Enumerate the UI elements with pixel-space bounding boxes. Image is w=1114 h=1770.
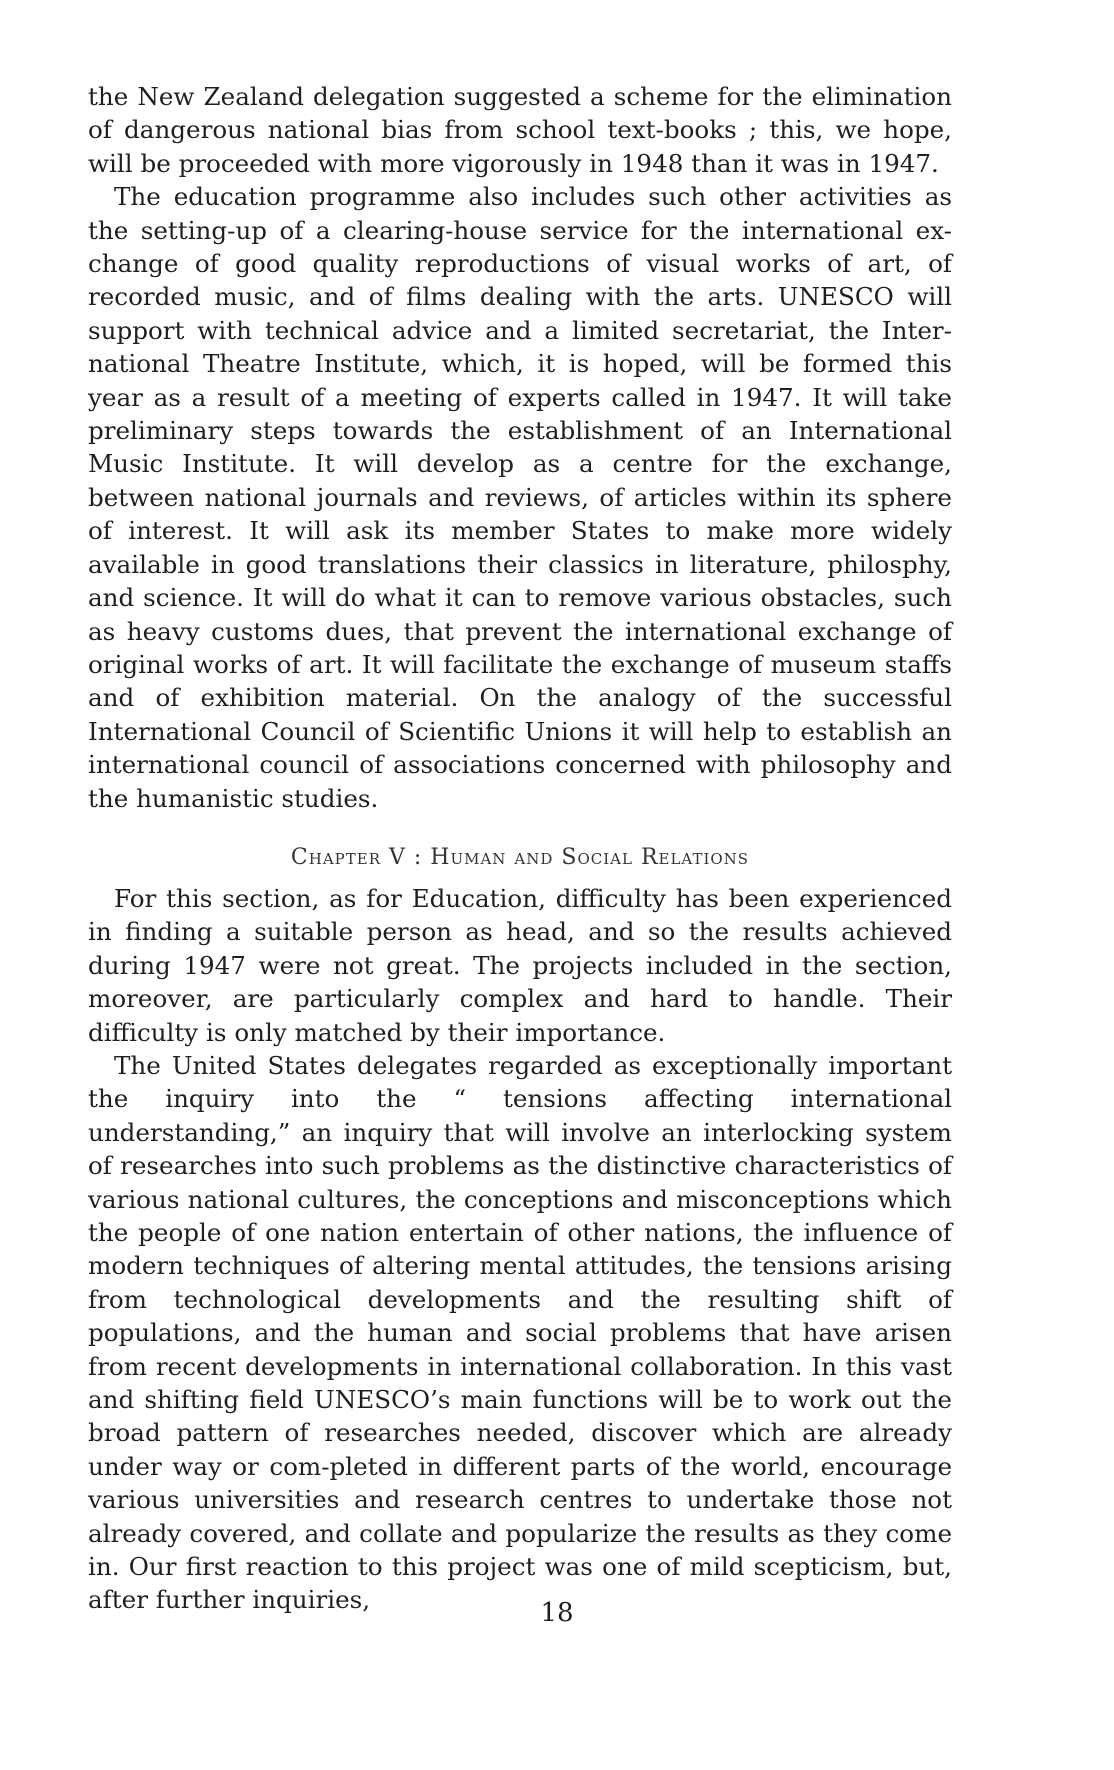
paragraph-education-programme: The education programme also includes such other activities as the setting-up of a clearing-house service for the international ex-change of good quality reproductions of visual works of art, of recorded music, and of films dealing with the arts. UNESCO will support with technical advice and a limited secretariat, the Inter-national Theatre Institute, which, it is hoped, will be formed this year as a result of a meeting of experts called in 1947. It will take preliminary steps towards the establishment of an International Music Institute. It will develop as a centre for the exchange, between national journals and reviews, of articles within its sphere of interest. It will ask its member States to make more widely available in good translations their classics in literature, philosphy, and science. It will do what it can to remove various obstacles, such as heavy customs dues, that prevent the international exchange of original works of art. It will facilitate the exchange of museum staffs and of exhibition material. On the analogy of the successful International Council of Scientific Unions it will help to establish an international council of associations concerned with philosophy and the humanistic studies. — [88, 182, 952, 813]
page-body — [88, 80, 952, 1617]
paragraph-section-difficulty: For this section, as for Education, difficulty has been experienced in finding a suitable person as head, and so the results achieved during 1947 were not great. The projects included in the section, moreover, are particularly complex and hard to handle. Their difficulty is only matched by their importance. — [88, 883, 952, 1047]
paragraph-tensions-inquiry: The United States delegates regarded as exceptionally important the inquiry into the “ tensions affecting international understanding,” an inquiry that will involve an interlocking system of researches into such problems as the distinctive characteristics of various national cultures, the conceptions and misconceptions which the people of one nation entertain of other nations, the influence of modern techniques of altering mental attitudes, the tensions arising from technological developments and the resulting shift of populations, and the human and social problems that have arisen from recent developments in international collaboration. In this vast and shifting field UNESCO’s main functions will be to work out the broad pattern of researches needed, discover which are already under way or com-pleted in different parts of the world, encourage various universities and research centres to undertake those not already covered, and collate and popularize the results as they come in. Our first reaction to this project was one of mild scepticism, but, after further inquiries, — [88, 1050, 952, 1615]
paragraph-continuation: the New Zealand delegation suggested a scheme for the elimination of dangerous national bias from school text-books ; this, we hope, will be proceeded with more vigorously in 1948 than it was in 1947. — [88, 82, 952, 178]
chapter-heading: Chapter V : Human and Social Relations — [290, 844, 750, 870]
page-number: 18 — [540, 1598, 574, 1628]
